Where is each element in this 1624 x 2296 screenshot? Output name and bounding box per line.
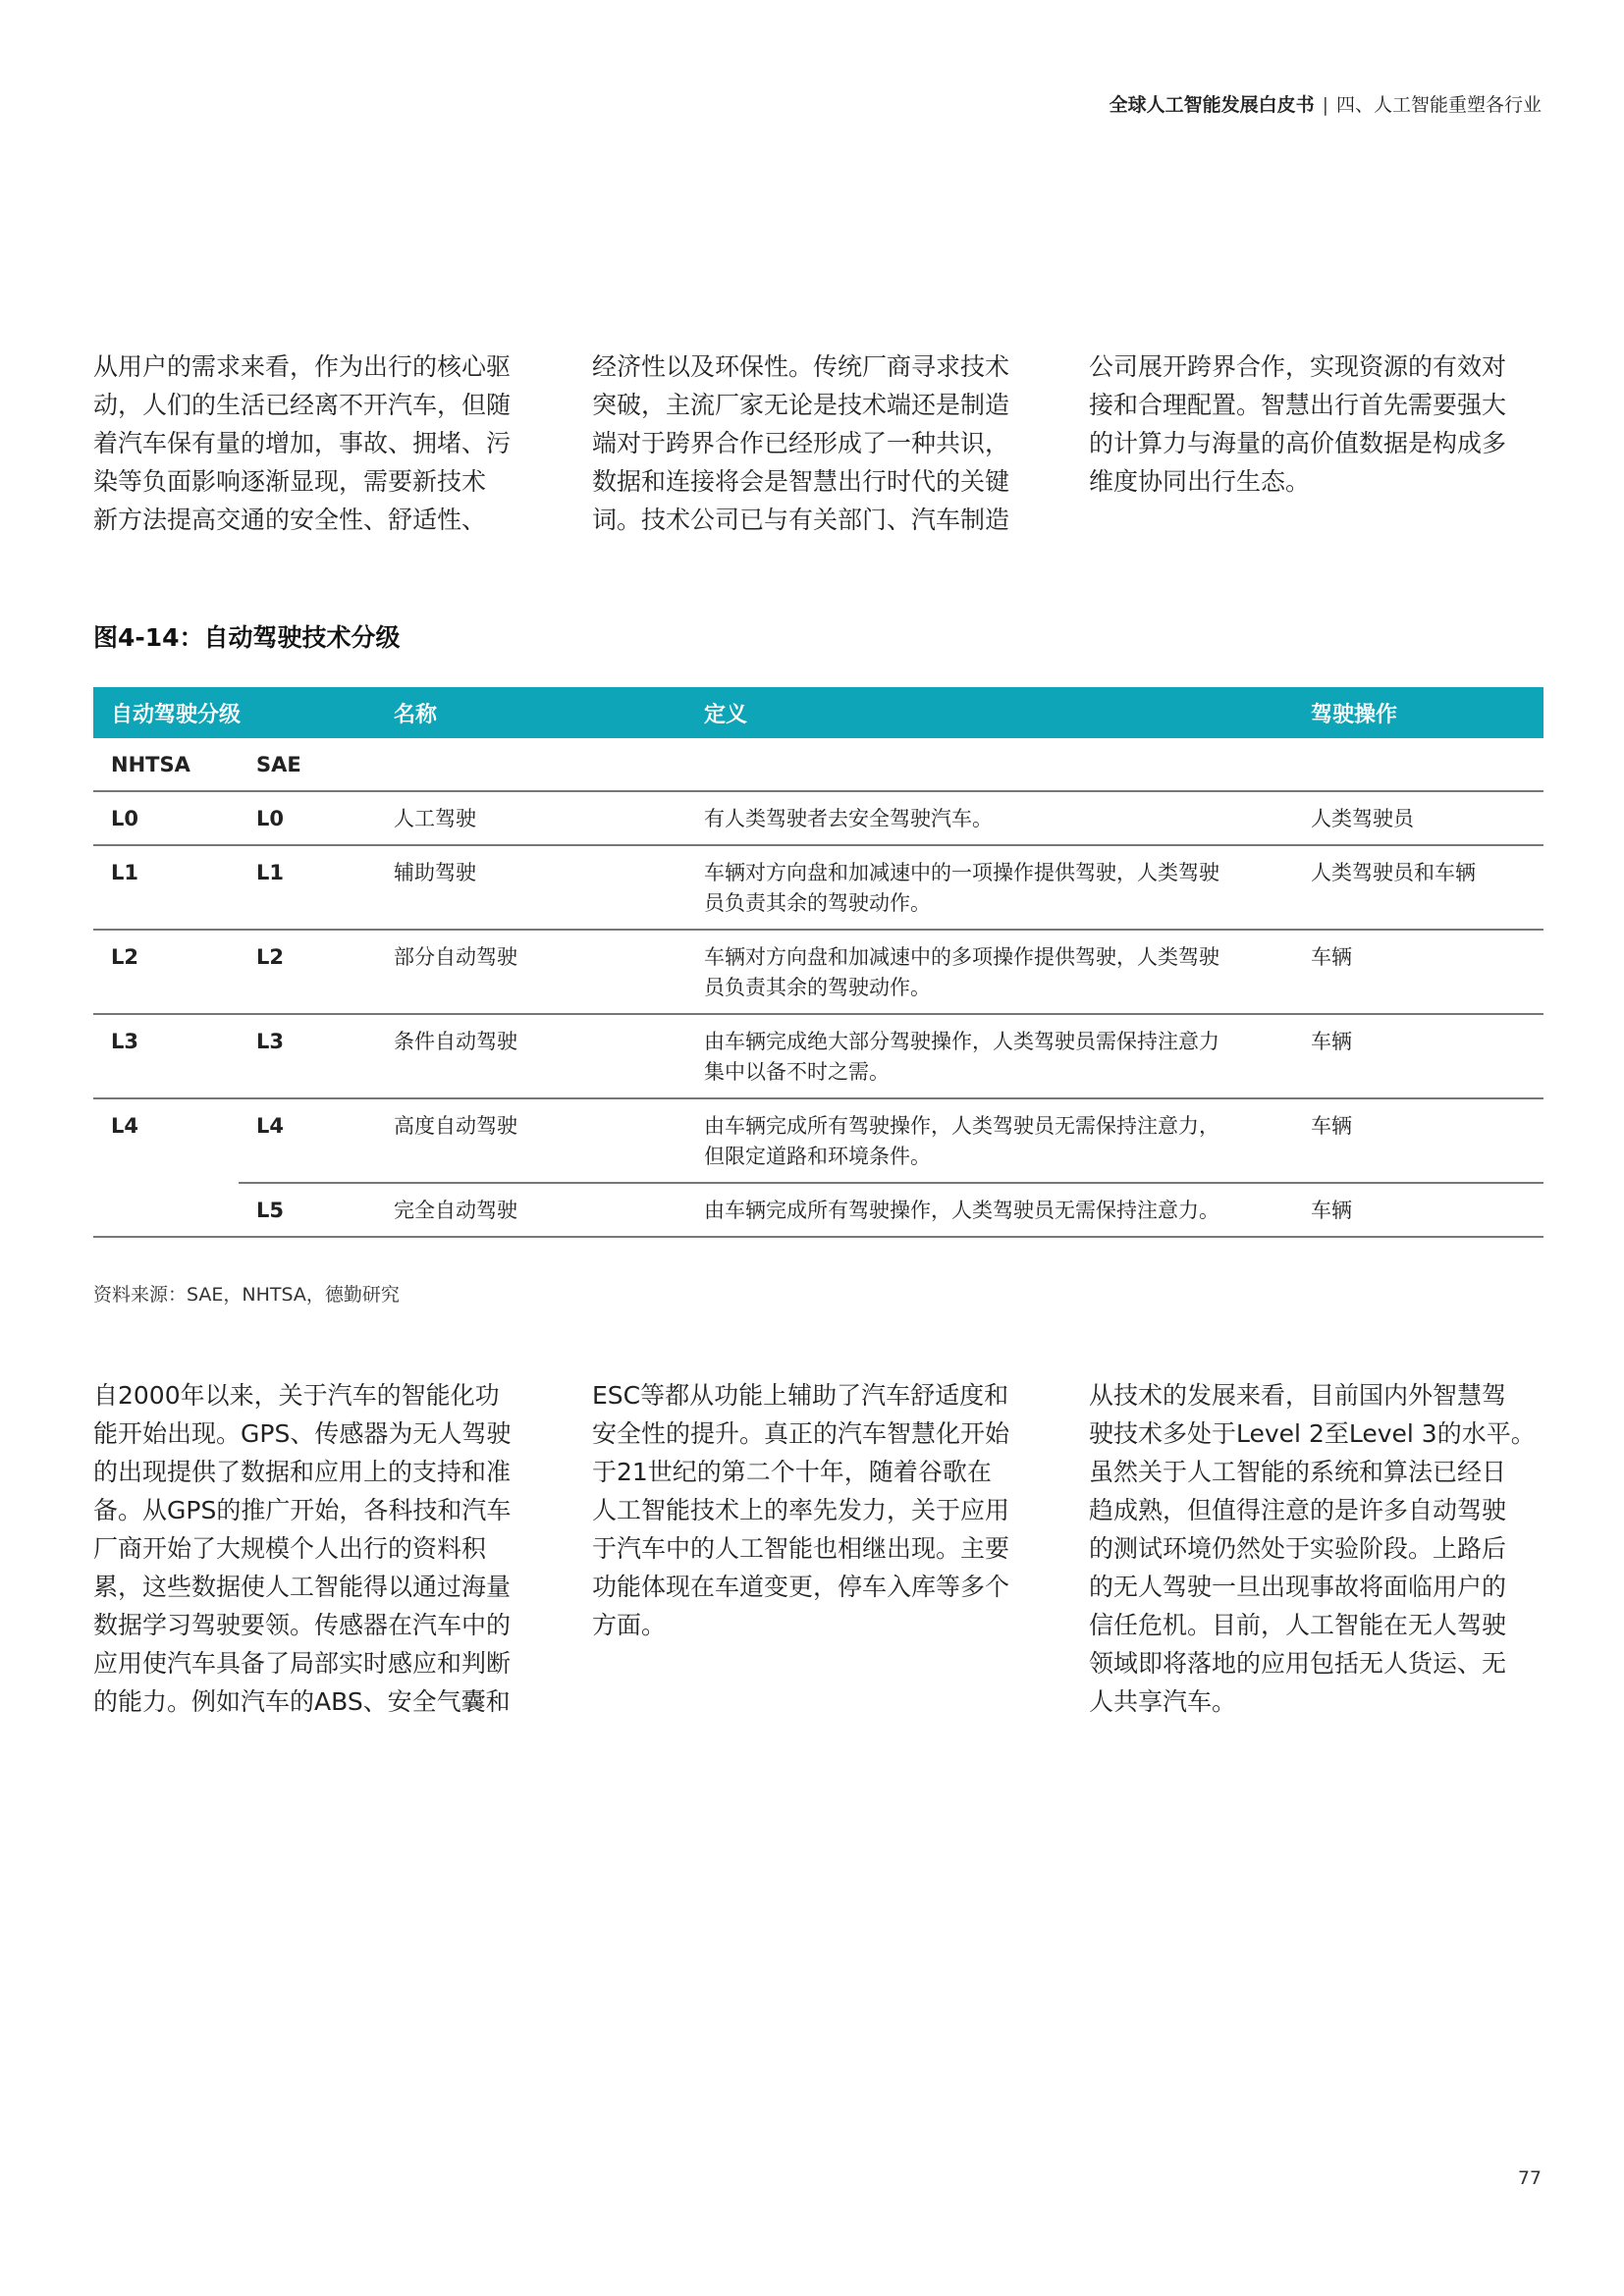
text-line: 新方法提高交通的安全性、舒适性、: [93, 506, 487, 534]
autonomous-driving-levels-table: [93, 687, 1543, 1238]
cell-definition: [686, 1098, 1293, 1183]
text-line: 能开始出现。GPS、传感器为无人驾驶: [93, 1419, 512, 1448]
bottom-text-column-1: [93, 1376, 550, 1721]
cell-operation: 车辆: [1293, 1098, 1543, 1183]
empty-cell: [376, 738, 686, 791]
text-line: 信任危机。目前，人工智能在无人驾驶: [1089, 1611, 1507, 1639]
text-line: 于21世纪的第二个十年，随着谷歌在: [592, 1458, 992, 1486]
top-text-column-1: [93, 347, 550, 539]
cell-operation: 车辆: [1293, 1014, 1543, 1098]
definition-line: 由车辆完成绝大部分驾驶操作，人类驾驶员需保持注意力: [704, 1030, 1219, 1053]
header-separator: |: [1322, 94, 1328, 116]
definition-line: 但限定道路和环境条件。: [704, 1145, 931, 1168]
text-line: 经济性以及环保性。传统厂商寻求技术: [592, 352, 1010, 381]
cell-definition: [686, 845, 1293, 930]
text-line: 的无人驾驶一旦出现事故将面临用户的: [1089, 1573, 1507, 1601]
cell-sae: L2: [239, 930, 376, 1014]
table-row: [93, 1183, 1543, 1237]
text-line: 虽然关于人工智能的系统和算法已经日: [1089, 1458, 1507, 1486]
cell-nhtsa: L4: [93, 1098, 239, 1237]
text-line: 累，这些数据使人工智能得以通过海量: [93, 1573, 512, 1601]
text-line: 领域即将落地的应用包括无人货运、无: [1089, 1649, 1507, 1678]
cell-sae: L3: [239, 1014, 376, 1098]
text-line: 自2000年以来，关于汽车的智能化功: [93, 1381, 500, 1410]
text-line: 维度协同出行生态。: [1089, 467, 1311, 496]
text-line: 的测试环境仍然处于实验阶段。上路后: [1089, 1534, 1507, 1563]
header-level: 自动驾驶分级: [93, 687, 376, 738]
text-line: 趋成熟，但值得注意的是许多自动驾驶: [1089, 1496, 1507, 1524]
chapter-title: 四、人工智能重塑各行业: [1335, 94, 1542, 116]
table-header-row: [93, 687, 1543, 738]
text-line: 数据学习驾驶要领。传感器在汽车中的: [93, 1611, 512, 1639]
cell-sae: L4: [239, 1098, 376, 1183]
empty-cell: [686, 738, 1293, 791]
cell-definition: [686, 1183, 1293, 1237]
text-line: 从用户的需求来看，作为出行的核心驱: [93, 352, 512, 381]
header-operation: 驾驶操作: [1293, 687, 1543, 738]
running-header: [1110, 90, 1542, 117]
definition-line: 有人类驾驶者去安全驾驶汽车。: [704, 807, 993, 830]
text-line: 厂商开始了大规模个人出行的资料积: [93, 1534, 487, 1563]
page-number: 77: [1517, 2167, 1542, 2189]
cell-name: 条件自动驾驶: [376, 1014, 686, 1098]
cell-name: 部分自动驾驶: [376, 930, 686, 1014]
header-definition: 定义: [686, 687, 1293, 738]
table-row: [93, 1014, 1543, 1098]
cell-sae: L0: [239, 791, 376, 845]
cell-definition: [686, 930, 1293, 1014]
cell-operation: 人类驾驶员: [1293, 791, 1543, 845]
cell-nhtsa: L0: [93, 791, 239, 845]
cell-operation: 车辆: [1293, 930, 1543, 1014]
text-line: ESC等都从功能上辅助了汽车舒适度和: [592, 1381, 1009, 1410]
header-name: 名称: [376, 687, 686, 738]
text-line: 的能力。例如汽车的ABS、安全气囊和: [93, 1687, 511, 1716]
cell-operation: 人类驾驶员和车辆: [1293, 845, 1543, 930]
definition-line: 由车辆完成所有驾驶操作，人类驾驶员无需保持注意力。: [704, 1199, 1219, 1222]
cell-sae: L1: [239, 845, 376, 930]
text-line: 着汽车保有量的增加，事故、拥堵、污: [93, 429, 512, 457]
text-line: 端对于跨界合作已经形成了一种共识，: [592, 429, 1010, 457]
definition-line: 员负责其余的驾驶动作。: [704, 891, 931, 915]
text-line: 的计算力与海量的高价值数据是构成多: [1089, 429, 1507, 457]
text-line: 突破，主流厂家无论是技术端还是制造: [592, 391, 1010, 419]
subheader-sae: SAE: [239, 738, 376, 791]
text-line: 接和合理配置。智慧出行首先需要强大: [1089, 391, 1507, 419]
top-text-column-2: [592, 347, 1049, 539]
text-line: 动，人们的生活已经离不开汽车，但随: [93, 391, 512, 419]
cell-definition: [686, 1014, 1293, 1098]
subheader-nhtsa: NHTSA: [93, 738, 239, 791]
text-line: 人共享汽车。: [1089, 1687, 1237, 1716]
cell-name: 完全自动驾驶: [376, 1183, 686, 1237]
cell-nhtsa: L1: [93, 845, 239, 930]
cell-sae: L5: [239, 1183, 376, 1237]
definition-line: 车辆对方向盘和加减速中的一项操作提供驾驶，人类驾驶: [704, 861, 1219, 884]
cell-operation: 车辆: [1293, 1183, 1543, 1237]
table-subheader-row: [93, 738, 1543, 791]
table-row: [93, 845, 1543, 930]
text-line: 安全性的提升。真正的汽车智慧化开始: [592, 1419, 1010, 1448]
cell-name: 辅助驾驶: [376, 845, 686, 930]
figure-source: 资料来源：SAE，NHTSA，德勤研究: [93, 1284, 400, 1306]
cell-nhtsa: L2: [93, 930, 239, 1014]
definition-line: 由车辆完成所有驾驶操作，人类驾驶员无需保持注意力，: [704, 1114, 1219, 1138]
text-line: 驶技术多处于Level 2至Level 3的水平。: [1089, 1419, 1536, 1448]
text-line: 方面。: [592, 1611, 667, 1639]
text-line: 染等负面影响逐渐显现，需要新技术: [93, 467, 487, 496]
text-line: 备。从GPS的推广开始，各科技和汽车: [93, 1496, 512, 1524]
bottom-text-column-3: [1089, 1376, 1545, 1721]
cell-name: 高度自动驾驶: [376, 1098, 686, 1183]
cell-definition: [686, 791, 1293, 845]
table-row: [93, 1098, 1543, 1183]
text-line: 于汽车中的人工智能也相继出现。主要: [592, 1534, 1010, 1563]
cell-name: 人工驾驶: [376, 791, 686, 845]
figure-title: 图4-14：自动驾驶技术分级: [93, 623, 401, 652]
definition-line: 车辆对方向盘和加减速中的多项操作提供驾驶，人类驾驶: [704, 945, 1219, 969]
top-text-column-3: [1089, 347, 1545, 501]
table-row: [93, 791, 1543, 845]
bottom-text-column-2: [592, 1376, 1049, 1644]
text-line: 从技术的发展来看，目前国内外智慧驾: [1089, 1381, 1507, 1410]
cell-nhtsa: L3: [93, 1014, 239, 1098]
definition-line: 员负责其余的驾驶动作。: [704, 976, 931, 999]
text-line: 人工智能技术上的率先发力，关于应用: [592, 1496, 1010, 1524]
text-line: 数据和连接将会是智慧出行时代的关键: [592, 467, 1010, 496]
table-row: [93, 930, 1543, 1014]
report-title: 全球人工智能发展白皮书: [1109, 94, 1315, 116]
text-line: 公司展开跨界合作，实现资源的有效对: [1089, 352, 1507, 381]
definition-line: 集中以备不时之需。: [704, 1060, 890, 1084]
text-line: 的出现提供了数据和应用上的支持和准: [93, 1458, 512, 1486]
text-line: 应用使汽车具备了局部实时感应和判断: [93, 1649, 512, 1678]
text-line: 功能体现在车道变更，停车入库等多个: [592, 1573, 1010, 1601]
empty-cell: [1293, 738, 1543, 791]
text-line: 词。技术公司已与有关部门、汽车制造: [592, 506, 1010, 534]
